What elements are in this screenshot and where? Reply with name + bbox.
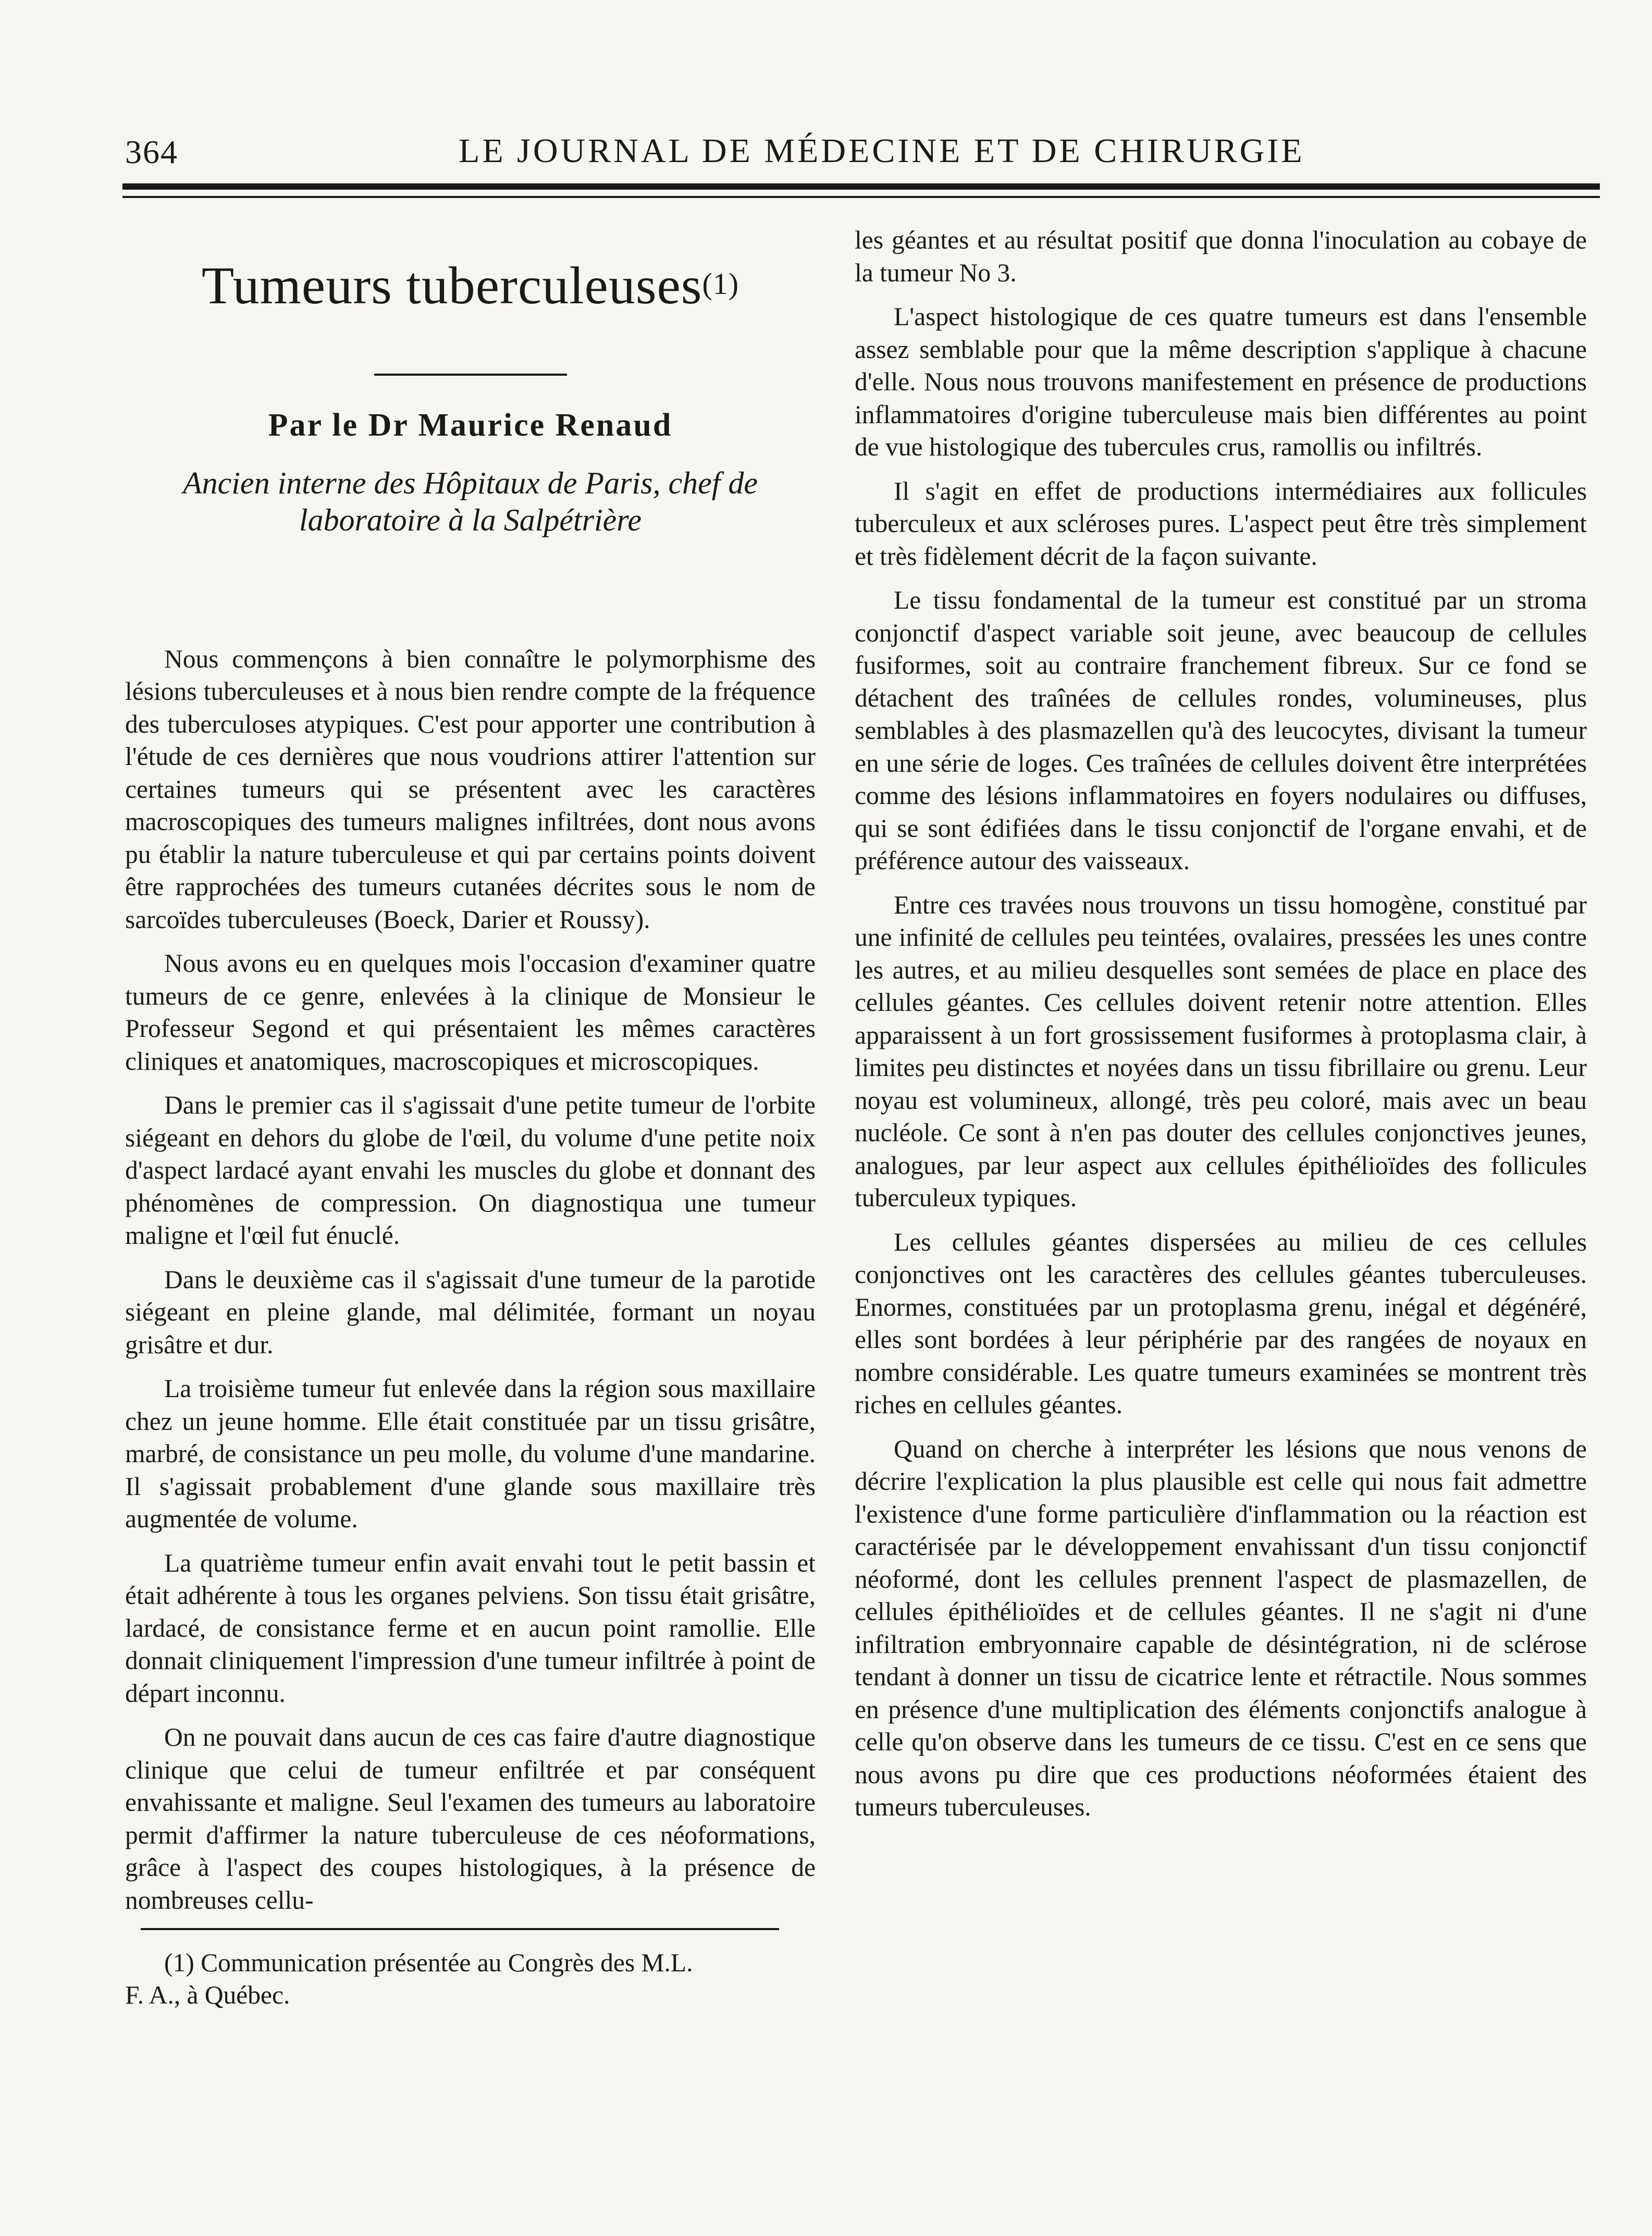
- paragraph: Dans le deuxième cas il s'agissait d'une tumeur de la parotide siégeant en pleine glande, mal délimitée, formant un noyau grisâtre et dur.: [125, 1265, 816, 1359]
- paragraph: Les cellules géantes dispersées au milieu de ces cellules conjonctives ont les caractères des cellules géantes tuberculeuses. Enormes, constituées par un protoplasma grenu, inégal et dégénéré, elles sont bordées à leur périphérie par des rangées de noyaux en nombre considérable. Les quatre tumeurs examinées se montrent très riches en cellules géantes.: [855, 1227, 1587, 1419]
- running-head: LE JOURNAL DE MÉDECINE ET DE CHIRURGIE: [459, 132, 1305, 170]
- paragraph: La quatrième tumeur enfin avait envahi tout le petit bassin et était adhérente à tous les organes pelviens. Son tissu était grisâtre, lardacé, de consistance ferme et en aucun point ramollie. Elle donnait cliniquement l'impression d'une tumeur infiltrée à point de départ inconnu.: [125, 1548, 816, 1708]
- paragraph: Nous commençons à bien connaître le polymorphisme des lésions tuberculeuses et à nous bien rendre compte de la fréquence des tuberculoses atypiques. C'est pour apporter une contribution à l'étude de ces dernières que nous voudrions attirer l'attention sur certaines tumeurs qui se présentent avec les caractères macroscopiques des tumeurs malignes infiltrées, dont nous avons pu établir la nature tuberculeuse et qui par certains points doivent être rapprochées des tumeurs cutanées décrites sous le nom de sarcoïdes tuberculeuses (Boeck, Darier et Roussy).: [125, 644, 816, 934]
- article-title: [125, 255, 816, 316]
- paragraph: Le tissu fondamental de la tumeur est constitué par un stroma conjonctif d'aspect variable soit jeune, avec beaucoup de cellules fusiformes, soit au contraire franchement fibreux. Sur ce fond se détachent des traînées de cellules rondes, volumineuses, plus semblables à des plasmazellen qu'à des leucocytes, divisant la tumeur en une série de loges. Ces traînées de cellules doivent être interprétées comme des lésions inflammatoires en foyers nodulaires ou diffuses, qui se sont édifiées dans le tissu conjonctif de l'organe envahi, et de préférence autour des vaisseaux.: [855, 586, 1587, 875]
- right-body-text: [855, 224, 1587, 1824]
- page-number: 364: [125, 133, 178, 170]
- paragraph: Entre ces travées nous trouvons un tissu homogène, constitué par une infinité de cellules peu teintées, ovalaires, pressées les unes contre les autres, et au milieu desquelles sont semées de place en place des cellules géantes. Ces cellules doivent retenir notre attention. Elles apparaissent à un fort grossissement fusiformes à protoplasma clair, à limites peu distinctes et noyées dans un tissu fibrillaire ou grenu. Leur noyau est volumineux, allongé, très peu coloré, mais avec un beau nucléole. Ce sont à n'en pas douter des cellules conjonctives jeunes, analogues, par leur aspect aux cellules épithélioïdes des follicules tuberculeux typiques.: [855, 890, 1587, 1212]
- title-footnote-ref: (1): [702, 267, 739, 301]
- footnote-rule: [141, 1928, 779, 1930]
- title-rule: [374, 374, 567, 376]
- paragraph: Dans le premier cas il s'agissait d'une petite tumeur de l'orbite siégeant en dehors du globe de l'œil, du volume d'une petite noix d'aspect lardacé ayant envahi les muscles du globe et donnant des phénomènes de compression. On diagnostiqua une tumeur maligne et l'œil fut énuclé.: [125, 1091, 816, 1250]
- paragraph: On ne pouvait dans aucun de ces cas faire d'autre diagnostique clinique que celui de tumeur enfiltrée et par conséquent envahissante et maligne. Seul l'examen des tumeurs au laboratoire permit d'affirmer la nature tuberculeuse de ces néoformations, grâce à l'aspect des coupes histologiques, à la présence de nombreuses cellu-: [125, 1723, 816, 1914]
- paragraph: Nous avons eu en quelques mois l'occasion d'examiner quatre tumeurs de ce genre, enlevées à la clinique de Monsieur le Professeur Segond et qui présentaient les mêmes caractères cliniques et anatomiques, macroscopiques et microscopiques.: [125, 949, 816, 1076]
- byline: Par le Dr Maurice Renaud: [268, 407, 673, 443]
- header-rule-thin: [122, 196, 1600, 198]
- header-rule-thick: [122, 183, 1600, 190]
- affiliation: Ancien interne des Hôpitaux de Paris, chef de laboratoire à la Salpétrière: [182, 466, 758, 537]
- paragraph: La troisième tumeur fut enlevée dans la région sous maxillaire chez un jeune homme. Elle était constituée par un tissu grisâtre, marbré, de consistance un peu molle, du volume d'une mandarine. Il s'agissait probablement d'une glande sous maxillaire très augmentée de volume.: [125, 1374, 816, 1534]
- left-column: [125, 224, 816, 2011]
- article-title-text: Tumeurs tuberculeuses: [201, 256, 702, 315]
- footnote: [125, 1947, 816, 2011]
- paragraph: Il s'agit en effet de productions intermédiaires aux follicules tuberculeux et aux scléroses pures. L'aspect peut être très simplement et très fidèlement décrit de la façon suivante.: [855, 476, 1587, 571]
- footnote-line-1: (1) Communication présentée au Congrès des M.L.: [164, 1948, 693, 1978]
- left-body-text: [125, 643, 816, 1917]
- paragraph: L'aspect histologique de ces quatre tumeurs est dans l'ensemble assez semblable pour que la même description s'applique à chacune d'elle. Nous nous trouvons manifestement en présence de productions inflammatoires d'origine tuberculeuse mais bien différentes au point de vue histologique des tubercules crus, ramollis ou infiltrés.: [855, 302, 1587, 461]
- paragraph-continuation: les géantes et au résultat positif que donna l'inoculation au cobaye de la tumeur No 3.: [855, 226, 1587, 287]
- footnote-line-2: F. A., à Québec.: [125, 1981, 290, 2010]
- right-column: [855, 224, 1587, 1835]
- paragraph: Quand on cherche à interpréter les lésions que nous venons de décrire l'explication la plus plausible est celle qui nous fait admettre l'existence d'une forme particulière d'inflammation ou la réaction est caractérisée par le développement envahissant d'un tissu conjonctif néoformé, dont les cellules prennent l'aspect de plasmazellen, de cellules épithélioïdes et de cellules géantes. Il ne s'agit ni d'une infiltration embryonnaire capable de désintégration, ni de sclérose tendant à donner un tissu de cicatrice lente et rétractile. Nous sommes en présence d'une multiplication des éléments conjonctifs analogue à celle qu'on observe dans les tumeurs de ce tissu. C'est en ce sens que nous avons pu dire que ces productions néoformées étaient des tumeurs tuberculeuses.: [855, 1434, 1587, 1821]
